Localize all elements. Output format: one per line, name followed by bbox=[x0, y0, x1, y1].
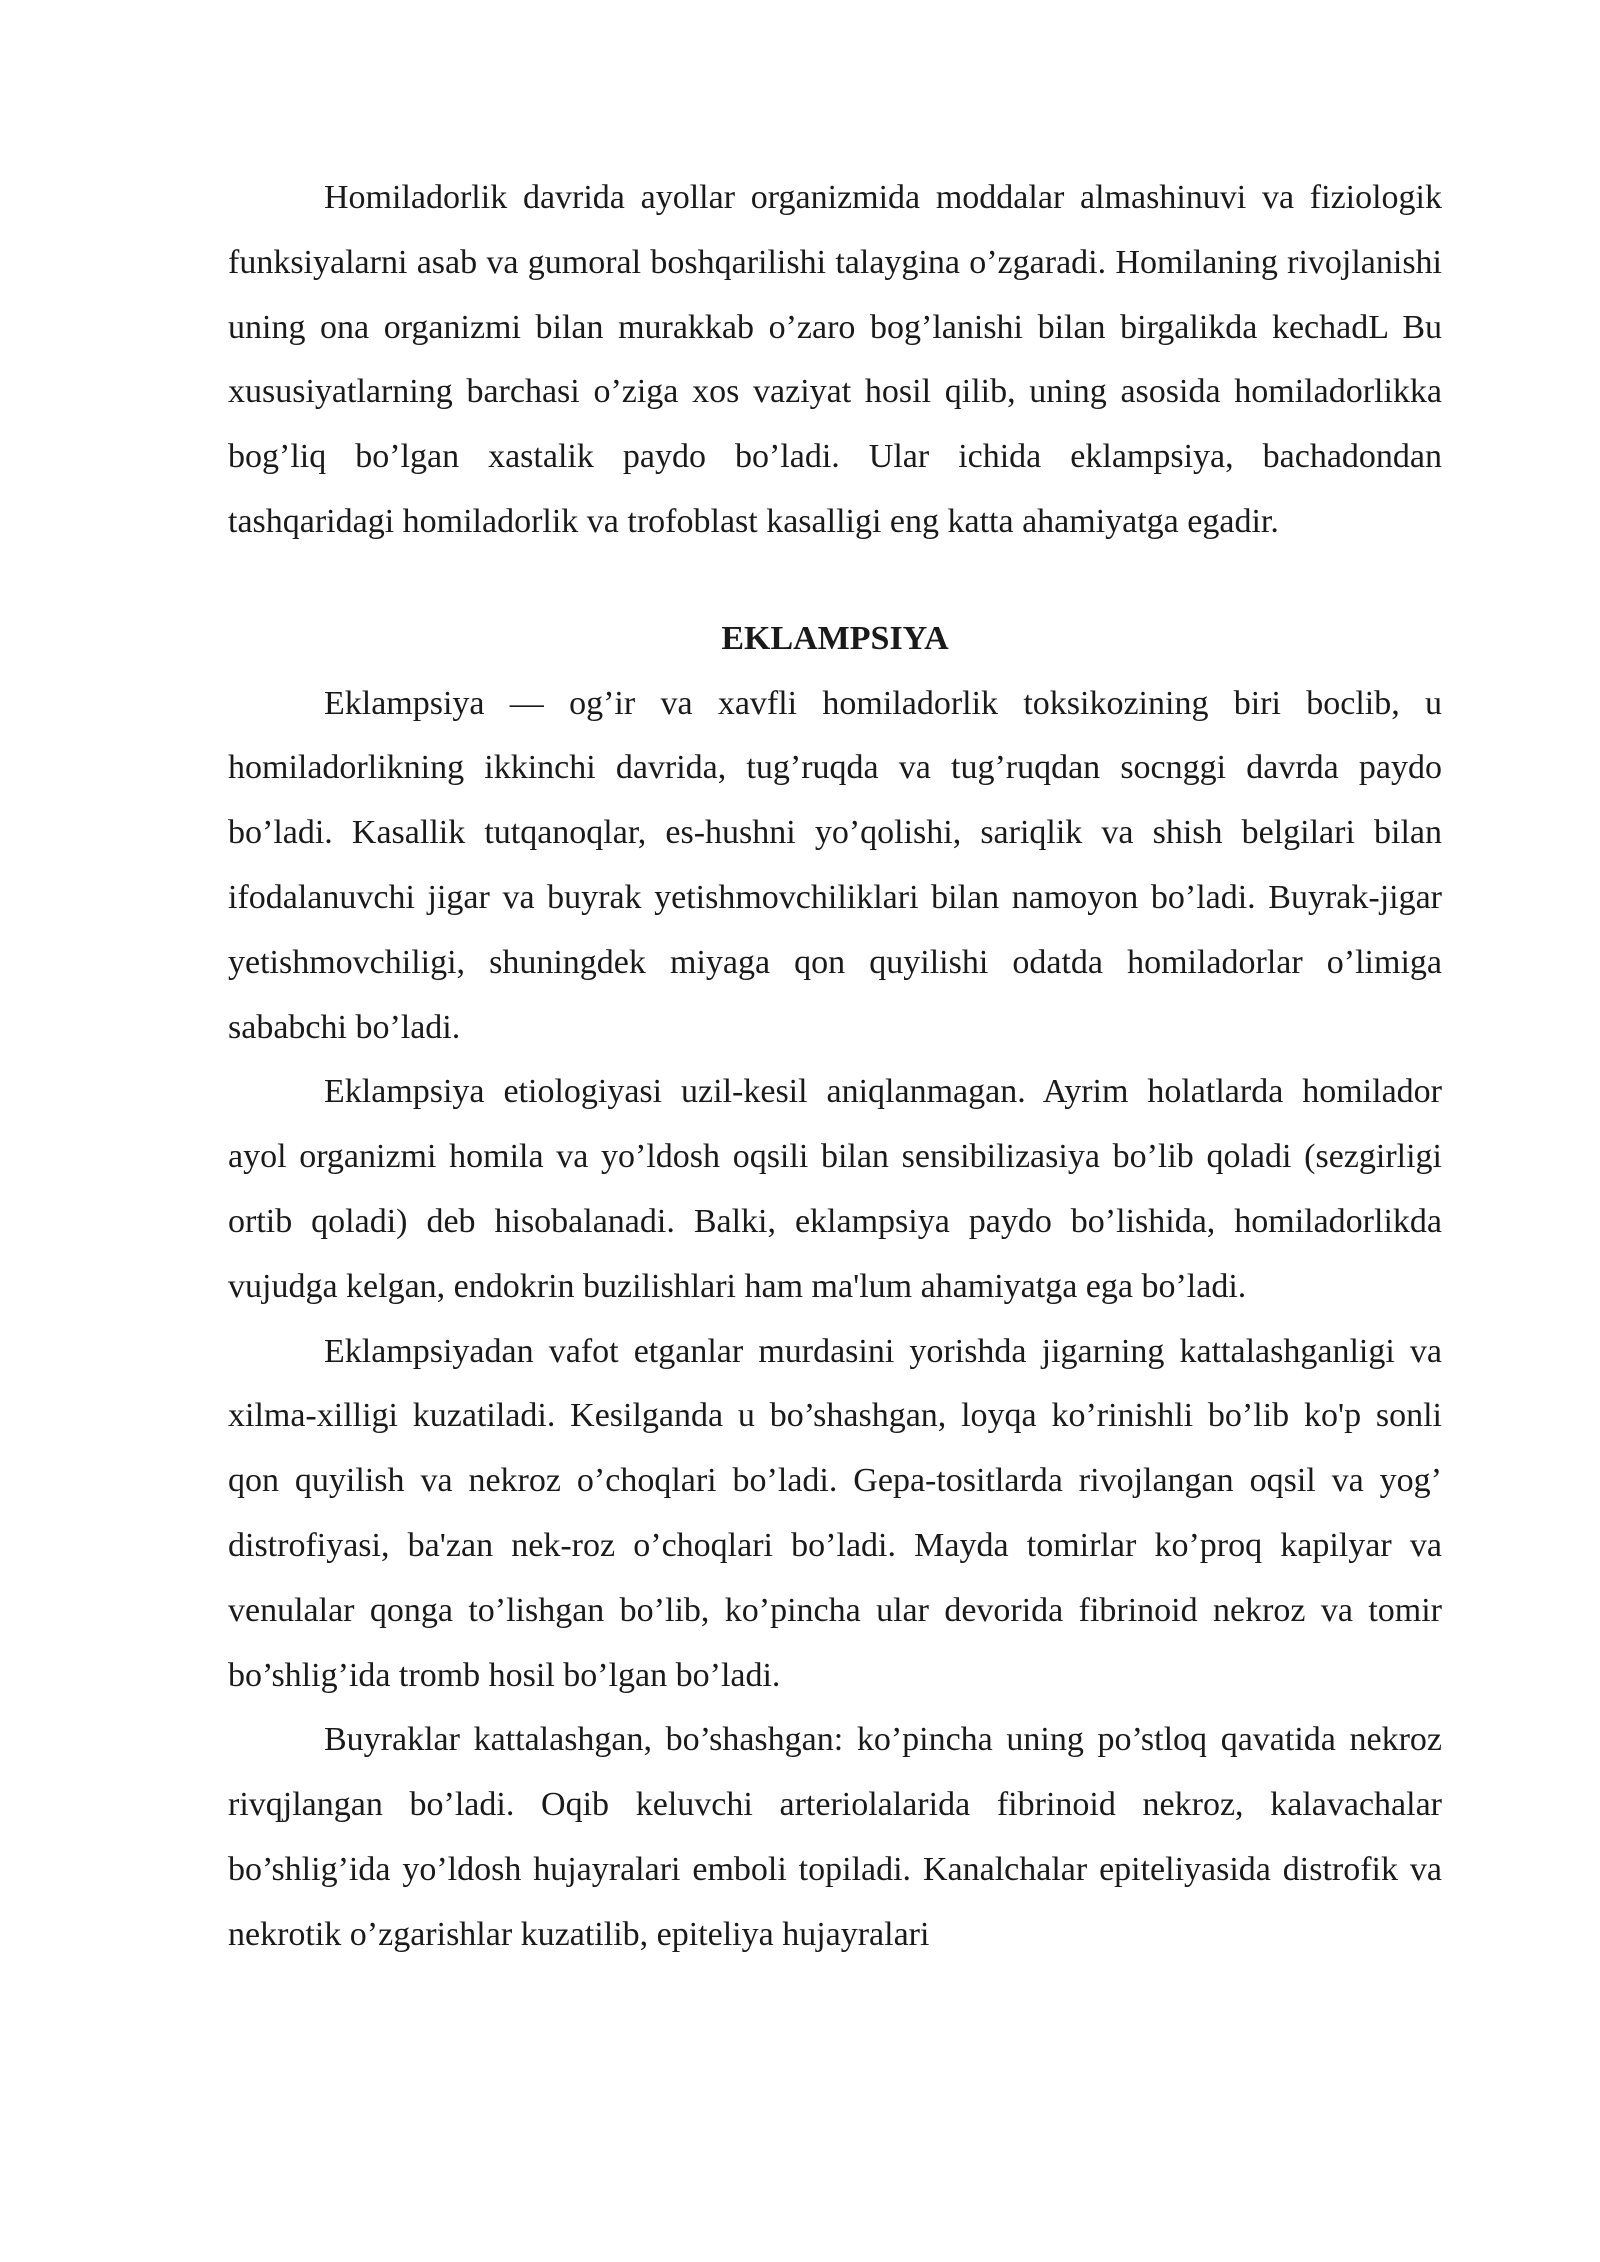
section-heading: EKLAMPSIYA bbox=[721, 619, 949, 657]
body-paragraph: Eklampsiyadan vafot etganlar murdasini yorishda jigarning kattalashganligi va xilma-xilligi kuzatiladi. Kesilganda u bo’shashgan, loyqa ko’rinishli bo’lib ko'p sonli qon quyilish va nekroz o’choqlari bo’ladi. Gepa-tositlarda rivojlangan oqsil va yog’ distrofiyasi, ba'zan nek-roz o’choqlari bo’ladi. Mayda tomirlar ko’proq kapilyar va venulalar qonga to’lishgan bo’lib, ko’pincha ular devorida fibrinoid nekroz va tomir bo’shlig’ida tromb hosil bo’lgan bo’ladi. bbox=[228, 1332, 1442, 1694]
body-paragraph: Eklampsiya — og’ir va xavfli homiladorlik toksikozining biri boclib, u homiladorlikning ikkinchi davrida, tug’ruqda va tug’ruqdan socnggi davrda paydo bo’ladi. Kasallik tutqanoqlar, es-hushni yo’qolishi, sariqlik va shish belgilari bilan ifodalanuvchi jigar va buyrak yetishmovchiliklari bilan namoyon bo’ladi. Buyrak-jigar yetishmovchiligi, shuningdek miyaga qon quyilishi odatda homiladorlar o’limiga sababchi bo’ladi. bbox=[228, 684, 1442, 1046]
body-paragraph: Eklampsiya etiologiyasi uzil-kesil aniqlanmagan. Ayrim holatlarda homilador ayol organizmi homila va yo’ldosh oqsili bilan sensibilizasiya bo’lib qoladi (sezgirligi ortib qoladi) deb hisobalanadi. Balki, eklampsiya paydo bo’lishida, homiladorlikda vujudga kelgan, endokrin buzilishlari ham ma'lum ahamiyatga ega bo’ladi. bbox=[228, 1073, 1442, 1305]
intro-paragraph: Homiladorlik davrida ayollar organizmida moddalar almashinuvi va fiziologik funksiyalarni asab va gumoral boshqarilishi talaygina o’zgaradi. Homilaning rivojlanishi uning ona organizmi bilan murakkab o’zaro bog’lanishi bilan birgalikda kechadL Bu xususiyatlarning barchasi o’ziga xos vaziyat hosil qilib, uning asosida homiladorlikka bog’liq bo’lgan xastalik paydo bo’ladi. Ular ichida eklampsiya, bachadondan tashqaridagi homiladorlik va trofoblast kasalligi eng katta ahamiyatga egadir. bbox=[228, 179, 1442, 540]
body-paragraph: Buyraklar kattalashgan, bo’shashgan: ko’pincha uning po’stloq qavatida nekroz rivqjlangan bo’ladi. Oqib keluvchi arteriolalarida fibrinoid nekroz, kalavachalar bo’shlig’ida yo’ldosh hujayralari emboli topiladi. Kanalchalar epiteliyasida distrofik va nekrotik o’zgarishlar kuzatilib, epiteliya hujayralari bbox=[228, 1721, 1442, 1953]
document-page bbox=[228, 166, 1442, 1968]
